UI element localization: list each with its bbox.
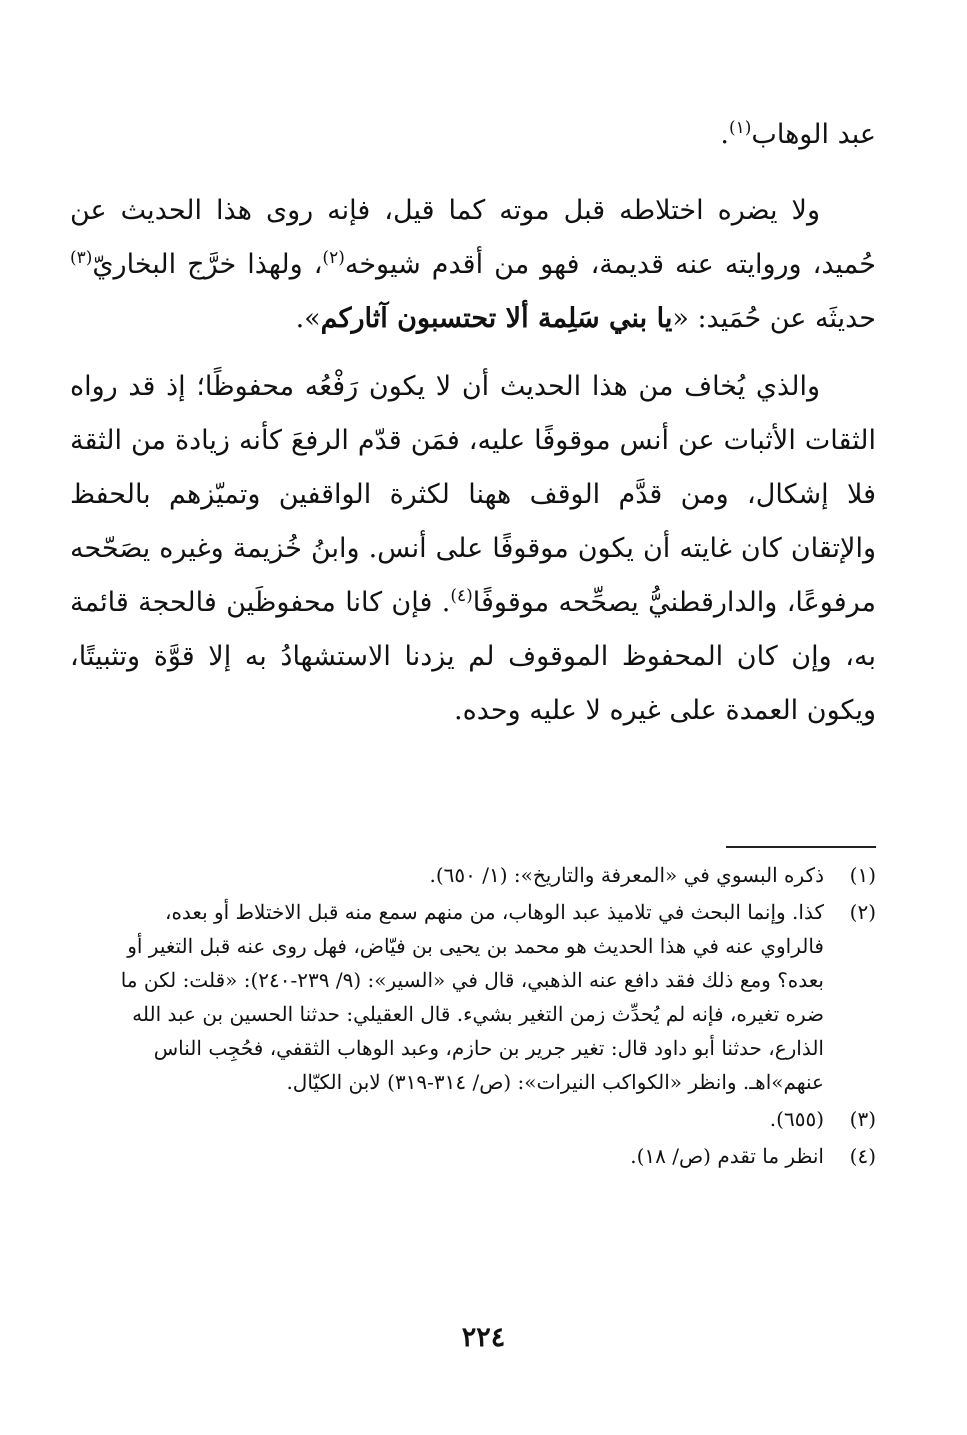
footnote-line: الذارع، حدثنا أبو داود قال: تغير جرير بن حازم، وعبد الوهاب الثقفي، فحُجِب الناس [153, 1036, 824, 1060]
footnote-number: (١) [849, 863, 876, 887]
footnote-ref-4[interactable]: (٤) [450, 586, 473, 606]
footnote-number: (٣) [849, 1107, 876, 1131]
footnote-text [70, 1139, 824, 1173]
footnote-text [70, 858, 824, 892]
paragraph-3-text-b: . فإن كانا محفوظَين فالحجة قائمة به، وإن كان المحفوظ الموقوف لم يزدنا الاستشهادُ به إلا قوَّة وتثبيتًا، ويكون العمدة على غيره لا عليه وحده. [70, 587, 876, 726]
footnote-2 [70, 895, 876, 1099]
footnote-separator [726, 846, 876, 848]
footnote-line: (٦٥٥). [769, 1107, 824, 1131]
footnote-line: انظر ما تقدم (ص/ ١٨). [630, 1144, 824, 1168]
page-number: ٢٢٤ [461, 1322, 506, 1353]
footnote-text [70, 1102, 824, 1136]
footnote-ref-2[interactable]: (٢) [322, 248, 345, 268]
footnote-number: (٢) [849, 900, 876, 924]
footnote-line: ذكره البسوي في «المعرفة والتاريخ»: (١/ ٦٥٠). [429, 863, 824, 887]
paragraph-1 [70, 108, 876, 162]
paragraph-2-text-b: ، ولهذا خرَّج البخاريّ [92, 249, 323, 280]
main-text [70, 108, 876, 752]
footnote-line: بعده؟ ومع ذلك فقد دافع عنه الذهبي، قال في «السير»: (٩/ ٢٣٩-٢٤٠): «قلت: لكن ما [120, 968, 824, 992]
footnote-4 [70, 1139, 876, 1173]
footnote-ref-1[interactable]: (١) [729, 118, 752, 138]
hadith-quote: يا بني سَلِمة ألا تحتسبون آثاركم [320, 303, 673, 334]
paragraph-3 [70, 360, 876, 738]
paragraph-2-end: ». [295, 303, 321, 334]
footnotes-section [70, 858, 876, 1176]
paragraph-2-text-a: ولا يضره اختلاطه قبل موته كما قيل، فإنه روى هذا الحديث عن حُميد، وروايته عنه قديمة، فهو من أقدم شيوخه [70, 195, 876, 280]
paragraph-3-text-a: والذي يُخاف من هذا الحديث أن لا يكون رَفْعُه محفوظًا؛ إذ قد رواه الثقات الأثبات عن أنس موقوفًا عليه، فمَن قدّم الرفعَ كأنه زيادة من الثقة فلا إشكال، ومن قدَّم الوقف ههنا لكثرة الواقفين وتميّزهم بالحفظ والإتقان كان غايته أن يكون موقوفًا على أنس. وابنُ خُزيمة وغيره يصَحّحه مرفوعًا، والدارقطنيُّ يصحِّحه موقوفًا [70, 371, 876, 618]
footnote-line: عنهم»اهـ. وانظر «الكواكب النيرات»: (ص/ ٣١٤-٣١٩) لابن الكيّال. [286, 1070, 824, 1094]
footnote-line: كذا. وإنما البحث في تلاميذ عبد الوهاب، من منهم سمع منه قبل الاختلاط أو بعده، [164, 900, 824, 924]
footnote-line: ضره تغيره، فإنه لم يُحدِّث زمن التغير بشيء. قال العقيلي: حدثنا الحسين بن عبد الله [132, 1002, 824, 1026]
footnote-ref-3[interactable]: (٣) [70, 248, 93, 268]
footnote-line: فالراوي عنه في هذا الحديث هو محمد بن يحيى بن فيّاض، فهل روى عنه قبل التغير أو [127, 934, 824, 958]
footnote-text [70, 895, 824, 1099]
paragraph-1-end: . [720, 119, 729, 150]
paragraph-2-text-c: حديثَه عن حُمَيد: « [672, 303, 876, 334]
footnote-3 [70, 1102, 876, 1136]
footnote-number: (٤) [849, 1144, 876, 1168]
footnote-1 [70, 858, 876, 892]
paragraph-1-text: عبد الوهاب [751, 119, 876, 150]
paragraph-2 [70, 184, 876, 346]
